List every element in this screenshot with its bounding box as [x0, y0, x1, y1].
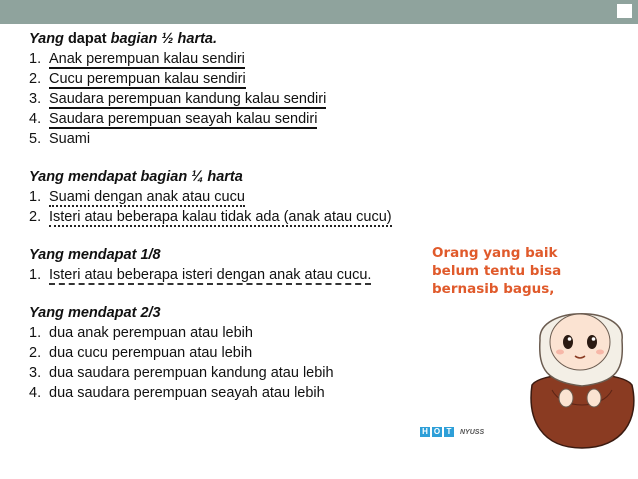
list-item: 3. Saudara perempuan kandung kalau sendiri	[29, 91, 327, 107]
section-quarter	[29, 167, 629, 227]
quote-caption: Orang yang baik belum tentu bisa bernasib bagus,	[432, 245, 562, 297]
brand-logo: H O T NYUSS	[420, 427, 484, 437]
section-heading: Yang mendapat bagian ¼ harta	[29, 169, 243, 185]
list-item: 1. Isteri atau beberapa isteri dengan anak atau cucu.	[29, 267, 372, 283]
hijab-girl-illustration	[522, 290, 638, 450]
section-half	[29, 29, 629, 149]
list-item: 4. Saudara perempuan seayah kalau sendiri	[29, 111, 318, 127]
list-item: 2. Cucu perempuan kalau sendiri	[29, 71, 246, 87]
section-heading: Yang dapat bagian ½ harta.	[29, 31, 218, 47]
corner-square	[617, 4, 632, 18]
list-item: 3. dua saudara perempuan kandung atau lebih	[29, 365, 334, 381]
section-heading: Yang mendapat 1/8	[29, 247, 161, 263]
list-item: 1. Suami dengan anak atau cucu	[29, 189, 245, 205]
list-item: 1. dua anak perempuan atau lebih	[29, 325, 253, 341]
section-heading: Yang mendapat 2/3	[29, 305, 161, 321]
list-item: 2. dua cucu perempuan atau lebih	[29, 345, 253, 361]
list-item: 2. Isteri atau beberapa kalau tidak ada (anak atau cucu)	[29, 209, 392, 225]
list-item: 5. Suami	[29, 131, 91, 147]
list-item: 1. Anak perempuan kalau sendiri	[29, 51, 245, 67]
top-bar	[0, 0, 638, 24]
list-item: 4. dua saudara perempuan seayah atau lebih	[29, 385, 325, 401]
